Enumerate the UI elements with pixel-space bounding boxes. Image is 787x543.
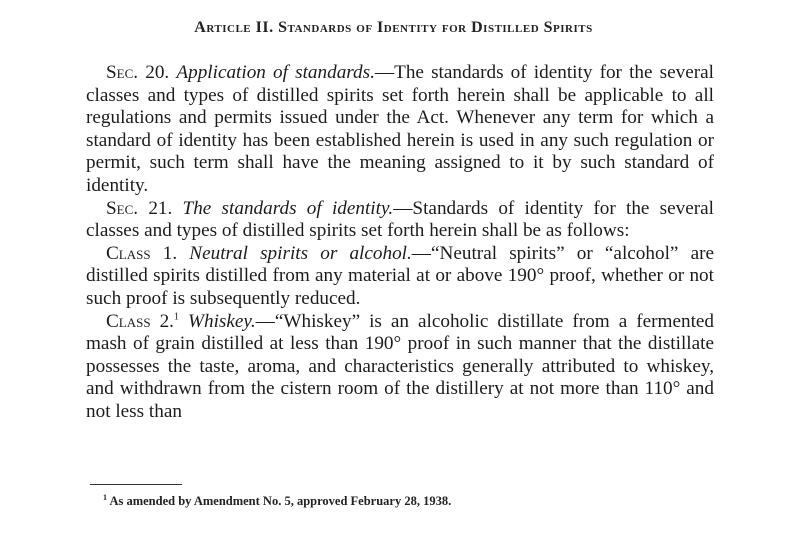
section-21-text: —Standards of identity for the several classes and types of distilled spirits set forth herein shall be as follows: [86,197,715,242]
class-2-footnote-mark: 1 [173,311,179,323]
section-21-label: Sec. 21. [106,197,173,219]
footnote-divider [90,484,182,485]
section-21-paragraph [86,198,714,243]
section-20-title: Application of standards. [176,62,375,83]
class-2-label: Class 2. [106,310,174,332]
class-1-text: —“Neutral spirits” or “alcohol” are distilled spirits distilled from any material at or above 190° proof, whether or not such proof is subsequently reduced. [86,242,714,309]
class-1-title: Neutral spirits or alcohol. [189,242,412,264]
footnote-text: As amended by Amendment No. 5, approved February 28, 1938. [109,494,452,508]
class-1-paragraph [86,243,714,311]
class-1-label: Class 1. [106,242,178,264]
class-2-title: Whiskey. [188,310,256,332]
section-20-paragraph [86,62,714,198]
footnote [103,494,451,509]
section-20-label: Sec. 20. [106,62,170,83]
article-heading: Article II. Standards of Identity for Distilled Spirits [194,19,593,36]
body-text [86,62,714,424]
section-20-text: —The standards of identity for the several classes and types of distilled spirits set forth herein shall be applicable to all regulations and permits issued under the Act. Whenever any term for which a standard of identity has been established herein is used in any such regulation or permit, such term shall have the meaning assigned to it by such standard of identity. [86,62,714,196]
section-21-title: The standards of identity. [182,197,394,219]
class-2-paragraph [86,311,714,424]
class-2-text: —“Whiskey” is an alcoholic distillate from a fermented mash of grain distilled at less than 190° proof in such manner that the distillate possesses the taste, aroma, and characteristics generally attributed to whiskey, and withdrawn from the cistern room of the distillery at not more than 110° and not less than [86,310,715,422]
footnote-mark: 1 [103,492,107,502]
